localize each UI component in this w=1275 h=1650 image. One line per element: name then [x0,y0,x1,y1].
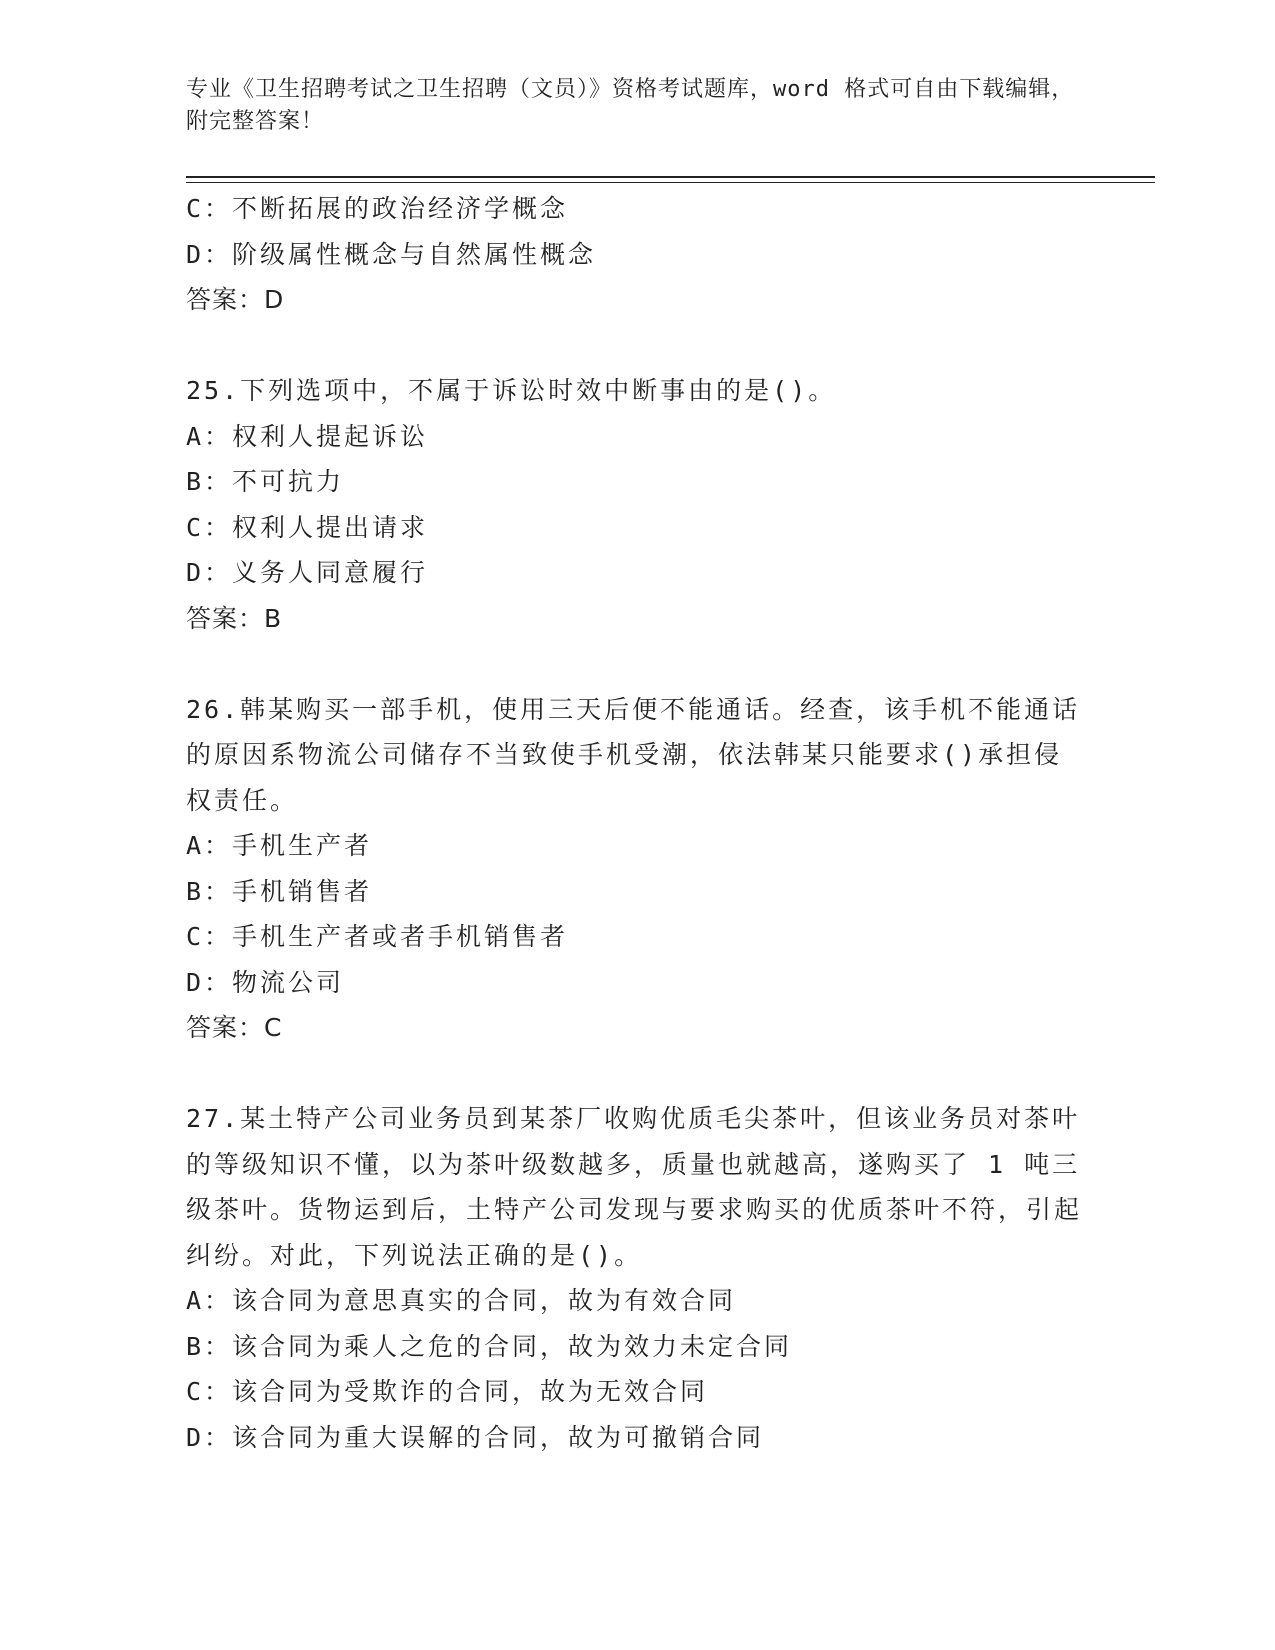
question-stem: 25.下列选项中，不属于诉讼时效中断事由的是()。 [186,376,837,405]
answer-line: 答案：D [186,285,285,314]
question-26 [186,687,1086,1051]
option-c: C：权利人提出请求 [186,512,429,542]
header-divider-thin [186,182,1155,183]
document-header: 专业《卫生招聘考试之卫生招聘（文员）》资格考试题库，word 格式可自由下载编辑，附完整答案！ [186,77,1075,134]
spacer [186,641,1086,687]
option-b: B：该合同为乘人之危的合同，故为效力未定合同 [186,1331,793,1361]
option-d: D：该合同为重大误解的合同，故为可撤销合同 [186,1422,765,1452]
option-a: A：手机生产者 [186,831,373,860]
question-stem: 26.韩某购买一部手机，使用三天后便不能通话。经查，该手机不能通话的原因系物流公司储存不当致使手机受潮，依法韩某只能要求()承担侵权责任。 [186,694,1081,815]
question-25 [186,368,1086,641]
question-27 [186,1096,1086,1460]
question-content [186,186,1086,1460]
carryover-question [186,186,1086,323]
answer-line: 答案：C [186,1013,283,1042]
question-stem: 27.某土特产公司业务员到某茶厂收购优质毛尖茶叶，但该业务员对茶叶的等级知识不懂，以为茶叶级数越多，质量也就越高，遂购买了 1 吨三级茶叶。货物运到后，土特产公司发现与要求购买的优质茶叶不符，引起纠纷。对此，下列说法正确的是()。 [186,1104,1083,1270]
header-divider-thick [186,176,1155,178]
option-b: B：不可抗力 [186,467,345,496]
option-c: C：不断拓展的政治经济学概念 [186,194,569,223]
option-c: C：手机生产者或者手机销售者 [186,922,569,951]
option-a: A：权利人提起诉讼 [186,421,429,451]
option-a: A：该合同为意思真实的合同，故为有效合同 [186,1286,737,1315]
option-d: D：阶级属性概念与自然属性概念 [186,239,597,269]
option-d: D：义务人同意履行 [186,558,429,587]
option-c: C：该合同为受欺诈的合同，故为无效合同 [186,1377,709,1406]
option-d: D：物流公司 [186,967,345,997]
spacer [186,1051,1086,1097]
spacer [186,323,1086,369]
answer-line: 答案：B [186,603,283,633]
option-b: B：手机销售者 [186,876,373,906]
